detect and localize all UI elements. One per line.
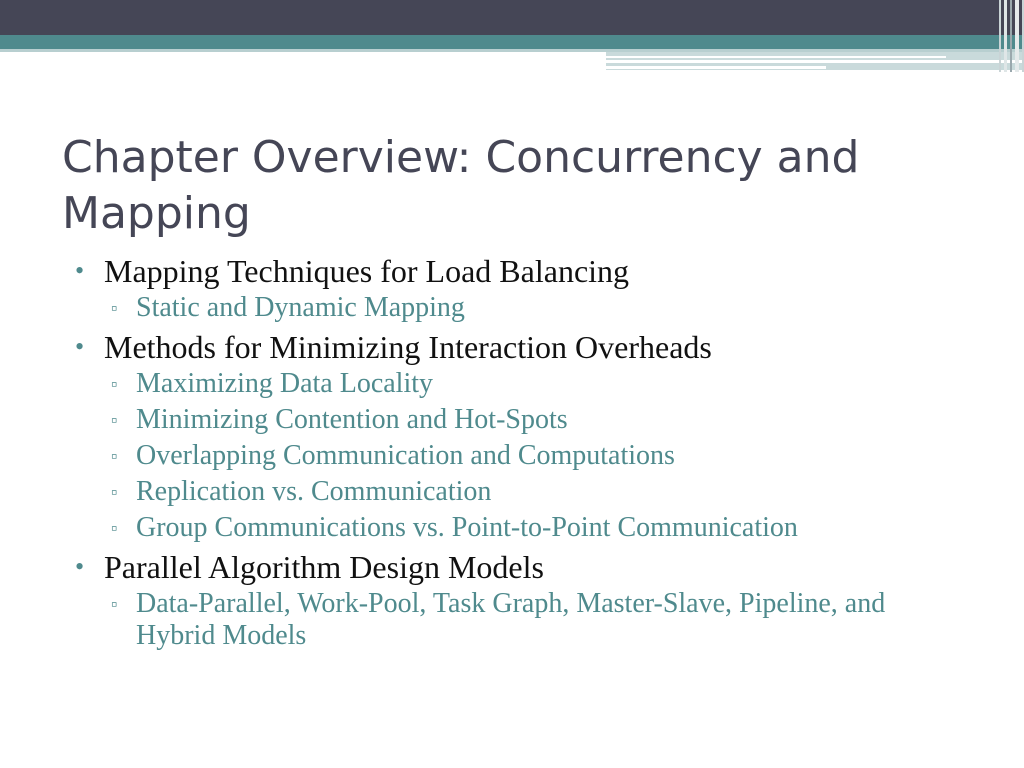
corner-stripe bbox=[1015, 0, 1019, 72]
bullet-text: Minimizing Contention and Hot-Spots bbox=[136, 404, 568, 435]
bullet-square-icon: ▫ bbox=[111, 410, 118, 430]
bullet-level2 bbox=[75, 292, 955, 324]
bullet-dot-icon: • bbox=[75, 332, 85, 361]
corner-stripes bbox=[988, 0, 1024, 72]
header-teal-band bbox=[0, 35, 1024, 49]
slide-title: Chapter Overview: Concurrency and Mapping bbox=[62, 132, 860, 239]
bullet-level1 bbox=[75, 328, 955, 366]
bullet-text: Mapping Techniques for Load Balancing bbox=[104, 253, 630, 289]
bullet-square-icon: ▫ bbox=[111, 446, 118, 466]
bullet-text: Group Communications vs. Point-to-Point Communication bbox=[136, 512, 798, 543]
corner-stripe bbox=[1010, 0, 1012, 72]
bullet-text: Parallel Algorithm Design Models bbox=[104, 549, 544, 585]
bullet-text: Overlapping Communication and Computations bbox=[136, 440, 675, 471]
bullet-text: Static and Dynamic Mapping bbox=[136, 292, 465, 323]
bullet-text: Maximizing Data Locality bbox=[136, 368, 434, 399]
bullet-level1 bbox=[75, 548, 955, 586]
bullet-square-icon: ▫ bbox=[111, 594, 118, 614]
bullet-level1 bbox=[75, 252, 955, 290]
header-right-gap-short bbox=[606, 66, 826, 69]
header-dark-band bbox=[0, 0, 1024, 35]
bullet-dot-icon: • bbox=[75, 256, 85, 285]
bullet-text: Data-Parallel, Work-Pool, Task Graph, Master-Slave, Pipeline, and Hybrid Models bbox=[136, 588, 886, 651]
bullet-level2 bbox=[75, 440, 955, 472]
header-right-gap bbox=[606, 60, 1024, 63]
bullet-square-icon: ▫ bbox=[111, 374, 118, 394]
bullet-square-icon: ▫ bbox=[111, 482, 118, 502]
bullet-level2 bbox=[75, 512, 955, 544]
bullet-level2 bbox=[75, 368, 955, 400]
corner-stripe bbox=[1004, 0, 1007, 72]
bullet-level2 bbox=[75, 588, 955, 652]
bullet-level2 bbox=[75, 404, 955, 436]
bullet-square-icon: ▫ bbox=[111, 298, 118, 318]
header-right-line bbox=[606, 56, 946, 58]
bullet-text: Methods for Minimizing Interaction Overheads bbox=[104, 329, 712, 365]
bullet-level2 bbox=[75, 476, 955, 508]
bullet-text: Replication vs. Communication bbox=[136, 476, 492, 507]
corner-stripe bbox=[999, 0, 1001, 72]
slide-body bbox=[75, 252, 955, 656]
bullet-square-icon: ▫ bbox=[111, 518, 118, 538]
bullet-dot-icon: • bbox=[75, 552, 85, 581]
